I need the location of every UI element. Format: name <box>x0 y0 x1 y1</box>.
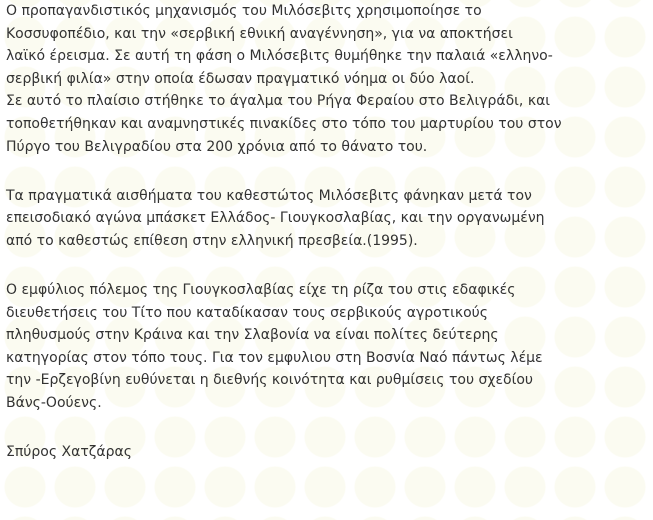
paragraph-line: Κοσσυφοπέδιο, και την «σερβική εθνική αναγέννηση», για να αποκτήσει <box>6 25 513 42</box>
paragraph-line: Σε αυτό το πλαίσιο στήθηκε το άγαλμα του Ρήγα Φεραίου στο Βελιγράδι, και <box>6 93 551 110</box>
paragraph-1 <box>6 0 646 158</box>
article-body <box>6 0 646 464</box>
paragraph-line: Ο εμφύλιος πόλεμος της Γιουγκοσλαβίας είχε τη ρίζα του στις εδαφικές <box>6 281 516 298</box>
paragraph-spacer <box>6 252 646 279</box>
paragraph-spacer <box>6 158 646 185</box>
paragraph-line: Βάνς-Οούενς. <box>6 394 102 411</box>
paragraph-line: κατηγορίας στον τόπο τους. Για τον εμφυλιου στη Βοσνία Ναό πάντως λέμε <box>6 349 543 366</box>
paragraph-line: επεισοδιακό αγώνα μπάσκετ Ελλάδος- Γιουγκοσλαβίας, και την οργανωμένη <box>6 210 545 227</box>
paragraph-line: πληθυσμούς στην Κράινα και την Σλαβονία να είναι πολίτες δεύτερης <box>6 327 499 344</box>
paragraph-3 <box>6 279 646 415</box>
author-signature: Σπύρος Χατζάρας <box>6 444 132 460</box>
paragraph-spacer <box>6 415 646 442</box>
paragraph-line: Ο προπαγανδιστικός μηχανισμός του Μιλόσεβιτς χρησιμοποίησε το <box>6 3 482 19</box>
paragraph-line: από το καθεστώς επίθεση στην ελληνική πρεσβεία.(1995). <box>6 232 418 249</box>
paragraph-2 <box>6 185 646 253</box>
paragraph-line: λαϊκό έρεισμα. Σε αυτή τη φάση ο Μιλόσεβιτς θυμήθηκε την παλαιά «ελληνο- <box>6 48 553 65</box>
paragraph-line: διευθετήσεις του Τίτο που καταδίκασαν τους σερβικούς αγροτικούς <box>6 304 488 321</box>
paragraph-line: Πύργο του Βελιγραδίου στα 200 χρόνια από το θάνατο του. <box>6 138 428 155</box>
paragraph-line: τοποθετήθηκαν και αναμνηστικές πινακίδες στο τόπο του μαρτυρίου του στον <box>6 115 562 132</box>
paragraph-line: την -Ερζεγοβίνη ευθύνεται η διεθνής κοινότητα και ρυθμίσεις του σχεδίου <box>6 372 533 389</box>
paragraph-line: Τα πραγματικά αισθήματα του καθεστώτος Μιλόσεβιτς φάνηκαν μετά τον <box>6 187 532 204</box>
paragraph-line: σερβική φιλία» στην οποία έδωσαν πραγματικό νόημα οι δύο λαοί. <box>6 70 475 87</box>
